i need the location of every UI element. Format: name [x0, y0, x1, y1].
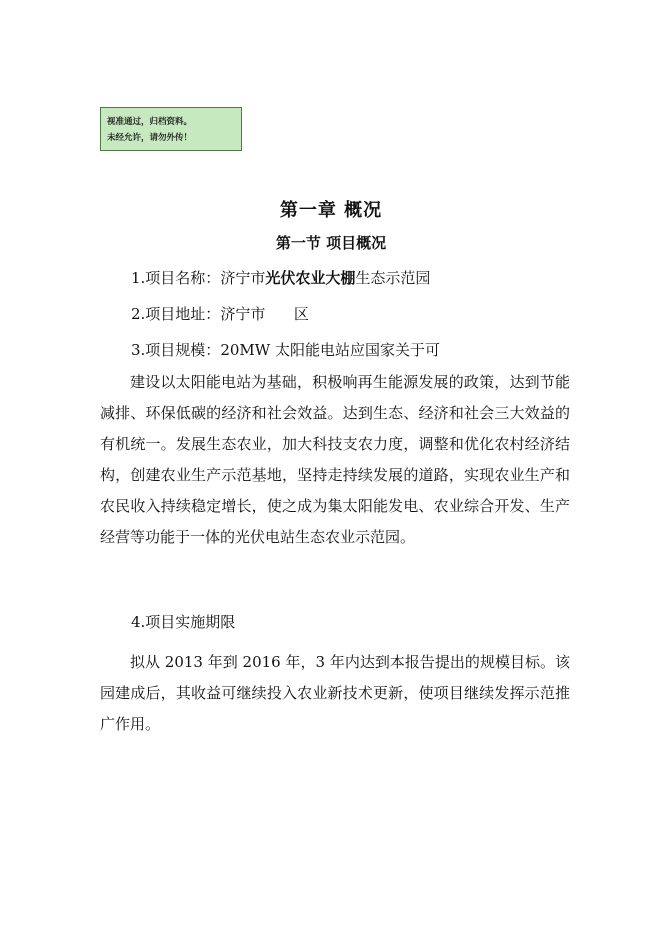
section-title: 第一节 项目概况	[275, 234, 387, 252]
period-paragraph	[100, 647, 570, 740]
item-project-name	[131, 268, 430, 288]
item-project-address	[131, 304, 309, 324]
item-project-period	[131, 612, 235, 632]
scale-paragraph	[100, 367, 570, 553]
project-scale-label: 3.项目规模：	[131, 341, 221, 359]
project-name-label: 1.项目名称：	[131, 269, 221, 287]
chapter-title: 第一章 概况	[279, 200, 383, 221]
project-address-value: 济宁市 区	[220, 305, 309, 323]
scale-paragraph-text: 建设以太阳能电站为基础，积极响再生能源发展的政策，达到节能减排、环保低碳的经济和社会效益。达到生态、经济和社会三大效益的有机统一。发展生态农业，加大科技支农力度，调整和优化农村经济结构，创建农业生产示范基地，坚持走持续发展的道路，实现农业生产和农民收入持续稳定增长，使之成为集太阳能发电、农业综合开发、生产经营等功能于一体的光伏电站生态农业示范园。	[100, 373, 570, 546]
period-paragraph-text: 拟从 2013 年到 2016 年，3 年内达到本报告提出的规模目标。该园建成后，其收益可继续投入农业新技术更新，使项目继续发挥示范推广作用。	[100, 653, 570, 733]
project-address-label: 2.项目地址：	[131, 305, 221, 323]
project-scale-value: 20MW 太阳能电站应国家关于可	[220, 341, 440, 359]
project-name-suffix: 生态示范园	[355, 269, 431, 287]
project-name-prefix: 济宁市	[220, 269, 266, 287]
project-name-bold: 光伏农业大棚	[265, 269, 356, 287]
item-project-scale	[131, 340, 440, 360]
project-period-label: 4.项目实施期限	[131, 613, 236, 631]
confidential-stamp	[100, 107, 242, 151]
stamp-line-1: 视准通过，归档资料。	[107, 117, 193, 127]
stamp-line-2: 未经允许，请勿外传！	[107, 133, 193, 143]
